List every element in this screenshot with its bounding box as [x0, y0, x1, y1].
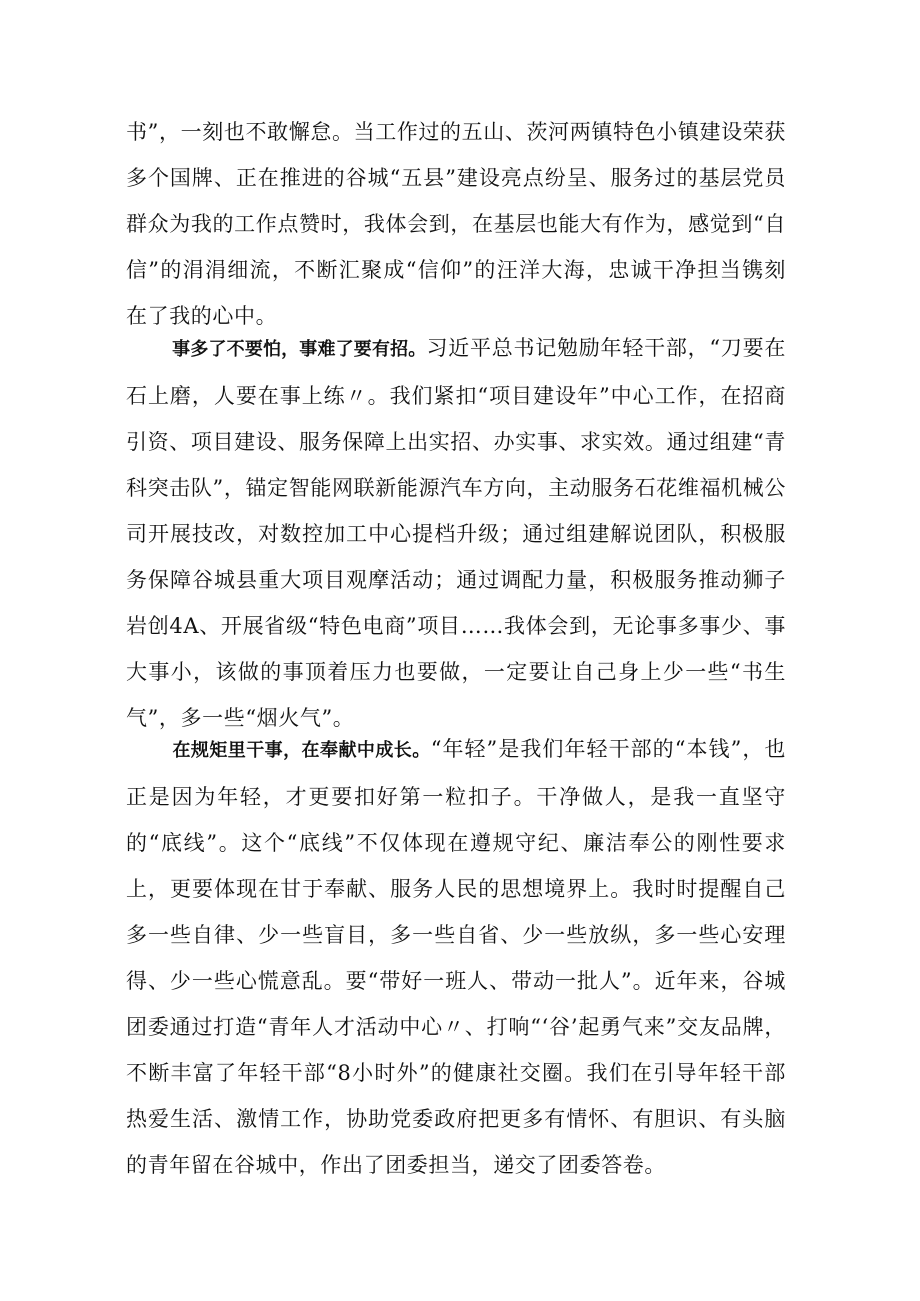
paragraph-rules	[126, 726, 786, 1188]
paragraph-text: 书”，一刻也不敢懈怠。当工作过的五山、茨河两镇特色小镇建设荣获多个国牌、正在推进的谷城“五县”建设亮点纷呈、服务过的基层党员群众为我的工作点赞时，我体会到，在基层也能大有作为，感觉到“自信”的涓涓细流，不断汇聚成“信仰”的汪洋大海，忠诚干净担当镌刻在了我的心中。	[126, 120, 786, 328]
paragraph-text: 习近平总书记勉励年轻干部，“刀要在石上磨，人要在事上练〃。我们紧扣“项目建设年”中心工作，在招商引资、项目建设、服务保障上出实招、办实事、求实效。通过组建“青科突击队”，锚定智能网联新能源汽车方向，主动服务石花维福机械公司开展技改，对数控加工中心提档升级；通过组建解说团队，积极服务保障谷城县重大项目观摩活动；通过调配力量，积极服务推动狮子岩创4A、开展省级“特色电商”项目……我体会到，无论事多事少、事大事小，该做的事顶着压力也要做，一定要让自己身上少一些“书生气”，多一些“烟火气”。	[126, 336, 787, 730]
paragraph-practice	[126, 325, 786, 741]
paragraph-lead-heading: 在规矩里干事，在奉献中成长。	[172, 740, 431, 761]
paragraph-lead-heading: 事多了不要怕，事难了要有招。	[172, 339, 427, 360]
paragraph-continuation	[126, 109, 786, 339]
paragraph-text: “年轻”是我们年轻干部的“本钱”，也正是因为年轻，才更要扣好第一粒扣子。干净做人，是我一直坚守的“底线”。这个“底线”不仅体现在遵规守纪、廉洁奉公的刚性要求上，更要体现在甘于奉献、服务人民的思想境界上。我时时提醒自己多一些自律、少一些盲目，多一些自省、少一些放纵，多一些心安理得、少一些心慌意乱。要“带好一班人、带动一批人”。近年来，谷城团委通过打造“青年人才活动中心〃、打响“‘谷’起勇气来”交友品牌，不断丰富了年轻干部“8小时外”的健康社交圈。我们在引导年轻干部热爱生活、激情工作，协助党委政府把更多有情怀、有胆识、有头脑的青年留在谷城中，作出了团委担当，递交了团委答卷。	[126, 737, 786, 1177]
